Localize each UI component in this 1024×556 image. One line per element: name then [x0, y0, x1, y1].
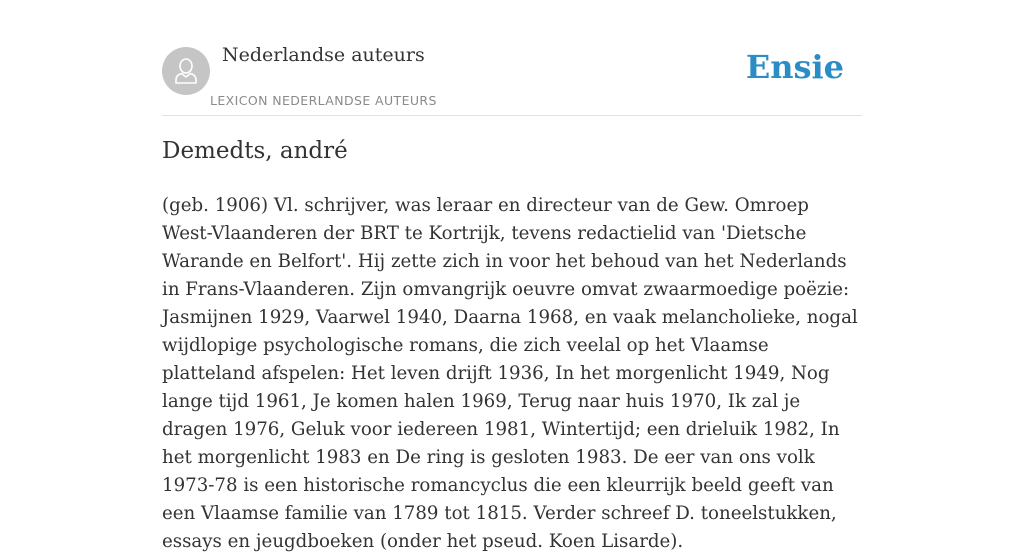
header-divider — [162, 115, 862, 116]
source-subtitle: LEXICON NEDERLANDSE AUTEURS — [210, 93, 437, 108]
entry-title: Demedts, andré — [162, 138, 348, 164]
ensie-logo[interactable]: Ensie — [745, 48, 844, 86]
user-placeholder-icon[interactable] — [162, 47, 210, 95]
source-title-link[interactable]: Nederlandse auteurs — [222, 44, 425, 66]
entry-body: (geb. 1906) Vl. schrijver, was leraar en directeur van de Gew. Omroep West-Vlaanderen der BRT te Kortrijk, tevens redactielid van 'Dietsche Warande en Belfort'. Hij zette zich in voor het behoud van het Nederlands in Frans-Vlaanderen. Zijn omvangrijk oeuvre omvat zwaarmoedige poëzie: Jasmijnen 1929, Vaarwel 1940, Daarna 1968, en vaak melancholieke, nogal wijdlopige psychologische romans, die zich veelal op het Vlaamse platteland afspelen: Het leven drijft 1936, In het morgenlicht 1949, Nog lange tijd 1961, Je komen halen 1969, Terug naar huis 1970, Ik zal je dragen 1976, Geluk voor iedereen 1981, Wintertijd; een drieluik 1982, In het morgenlicht 1983 en De ring is gesloten 1983. De eer van ons volk 1973-78 is een historische romancyclus die een kleurrijk beeld geeft van een Vlaamse familie van 1789 tot 1815. Verder schreef D. toneelstukken, essays en jeugdboeken (onder het pseud. Koen Lisarde). — [162, 195, 858, 552]
